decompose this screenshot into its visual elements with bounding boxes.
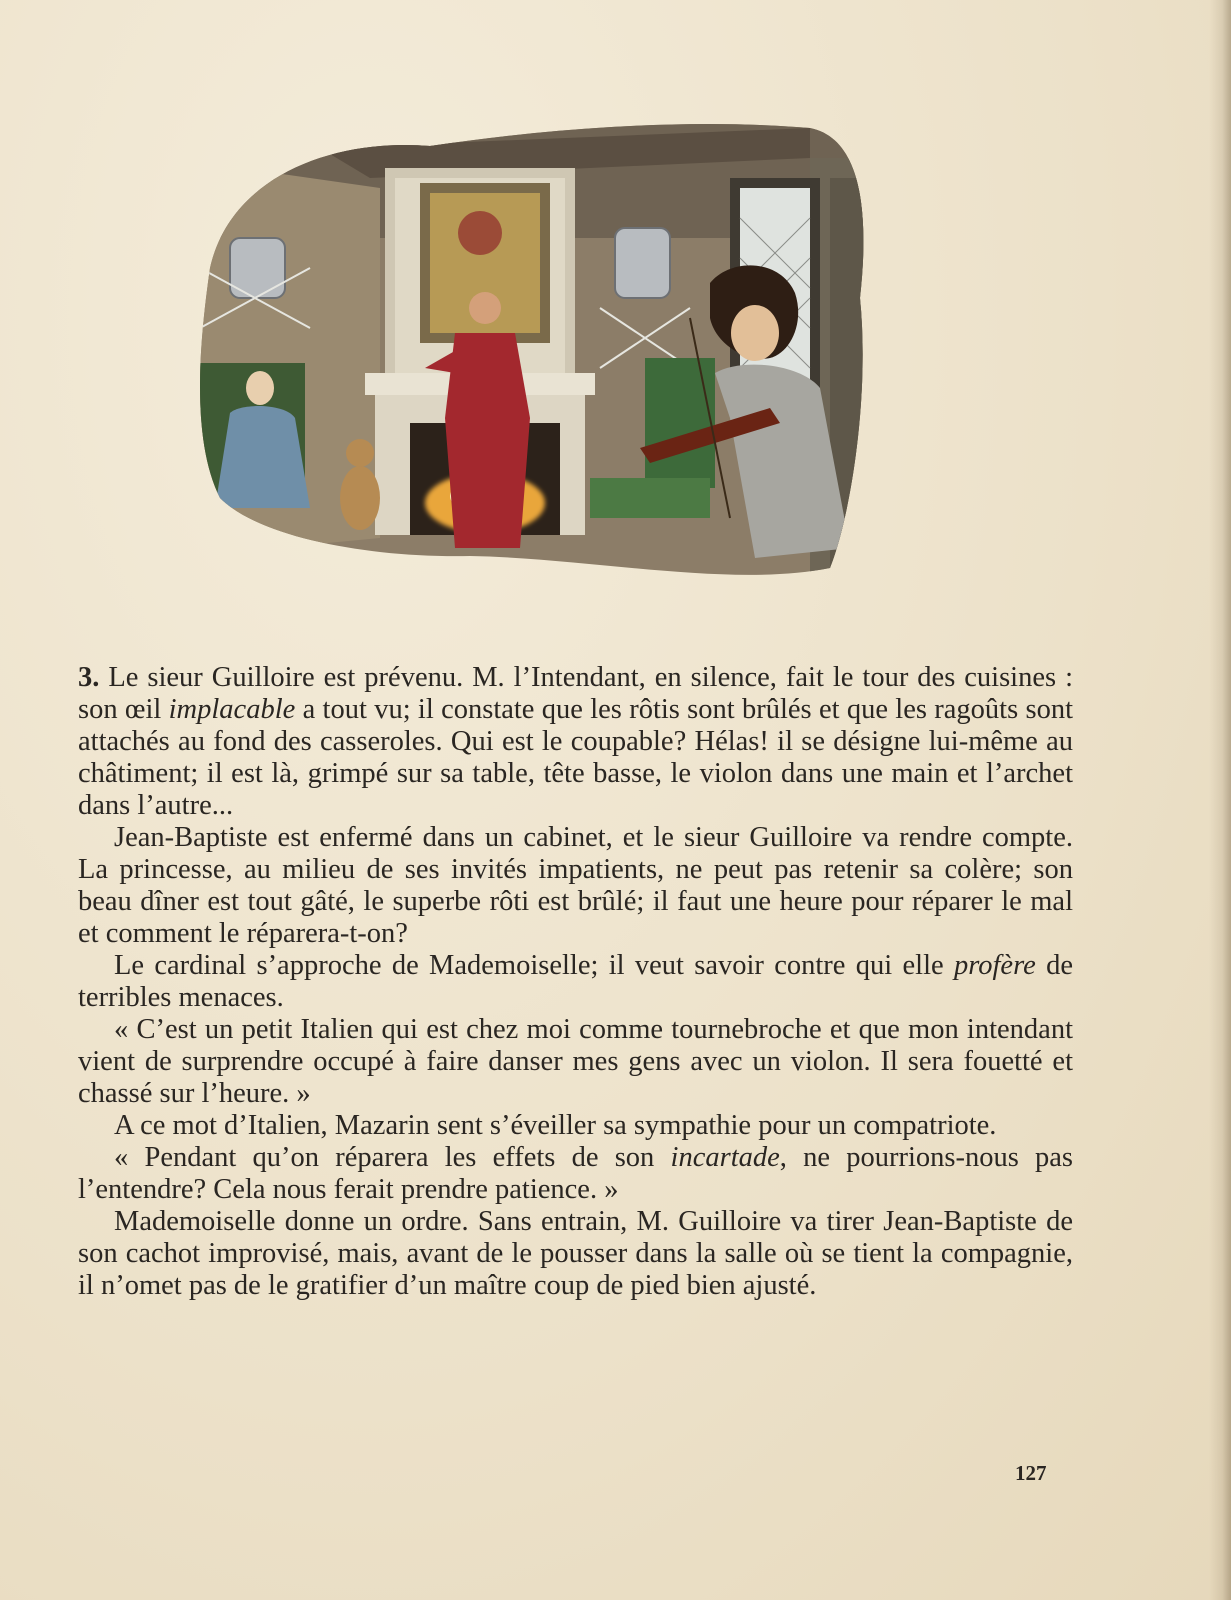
text-segment: Le sieur Guilloire est prévenu. M. l’Intendant, en silence, fait le tour des cuisines : son œil: [78, 662, 1073, 725]
text-segment: « Pendant qu’on réparera les effets de son: [114, 1142, 671, 1173]
text-segment: A ce mot d’Italien, Mazarin sent s’éveiller sa sympathie pour un compatriote.: [114, 1110, 997, 1141]
text-segment: de terribles menaces.: [78, 950, 1073, 1013]
italic-word: incartade: [670, 1142, 780, 1173]
paragraph: [78, 1142, 1073, 1206]
page-number: 127: [1015, 1461, 1047, 1485]
paragraph: [78, 662, 1073, 822]
text-segment: a tout vu; il constate que les rôtis sont brûlés et que les ragoûts sont attachés au fond des casseroles. Qui est le coupable? Hélas! il se désigne lui-même au châtiment; il est là, grimpé sur sa table, tête basse, le violon dans une main et l’archet dans l’autre...: [78, 694, 1073, 821]
italic-word: profère: [953, 950, 1036, 981]
paragraph: [78, 1110, 1073, 1142]
text-segment: « C’est un petit Italien qui est chez moi comme tournebroche et que mon intendant vient de surprendre occupé à faire danser mes gens avec un violon. Il sera fouetté et chassé sur l’heure. »: [78, 1014, 1073, 1109]
scene-illustration: [170, 118, 875, 588]
paragraph: [78, 1206, 1073, 1302]
paragraph: [78, 822, 1073, 950]
paragraph: [78, 1014, 1073, 1110]
text-segment: Le cardinal s’approche de Mademoiselle; il veut savoir contre qui elle: [114, 950, 954, 981]
paragraph: [78, 950, 1073, 1014]
text-segment: , ne pourrions-nous pas l’entendre? Cela nous ferait prendre patience. »: [78, 1142, 1073, 1205]
text-segment: Jean-Baptiste est enfermé dans un cabinet, et le sieur Guilloire va rendre compte. La princesse, au milieu de ses invités impatients, ne peut pas retenir sa colère; son beau dîner est tout gâté, le superbe rôti est brûlé; il faut une heure pour réparer le mal et comment le réparera-t-on?: [78, 822, 1073, 949]
story-text: [78, 662, 1073, 1302]
section-number: 3.: [78, 662, 100, 693]
italic-word: implacable: [168, 694, 296, 725]
page-edge-shadow: [1209, 0, 1231, 1600]
text-segment: Mademoiselle donne un ordre. Sans entrain, M. Guilloire va tirer Jean-Baptiste de son cachot improvisé, mais, avant de le pousser dans la salle où se tient la compagnie, il n’omet pas de le gratifier d’un maître coup de pied bien ajusté.: [78, 1206, 1073, 1301]
